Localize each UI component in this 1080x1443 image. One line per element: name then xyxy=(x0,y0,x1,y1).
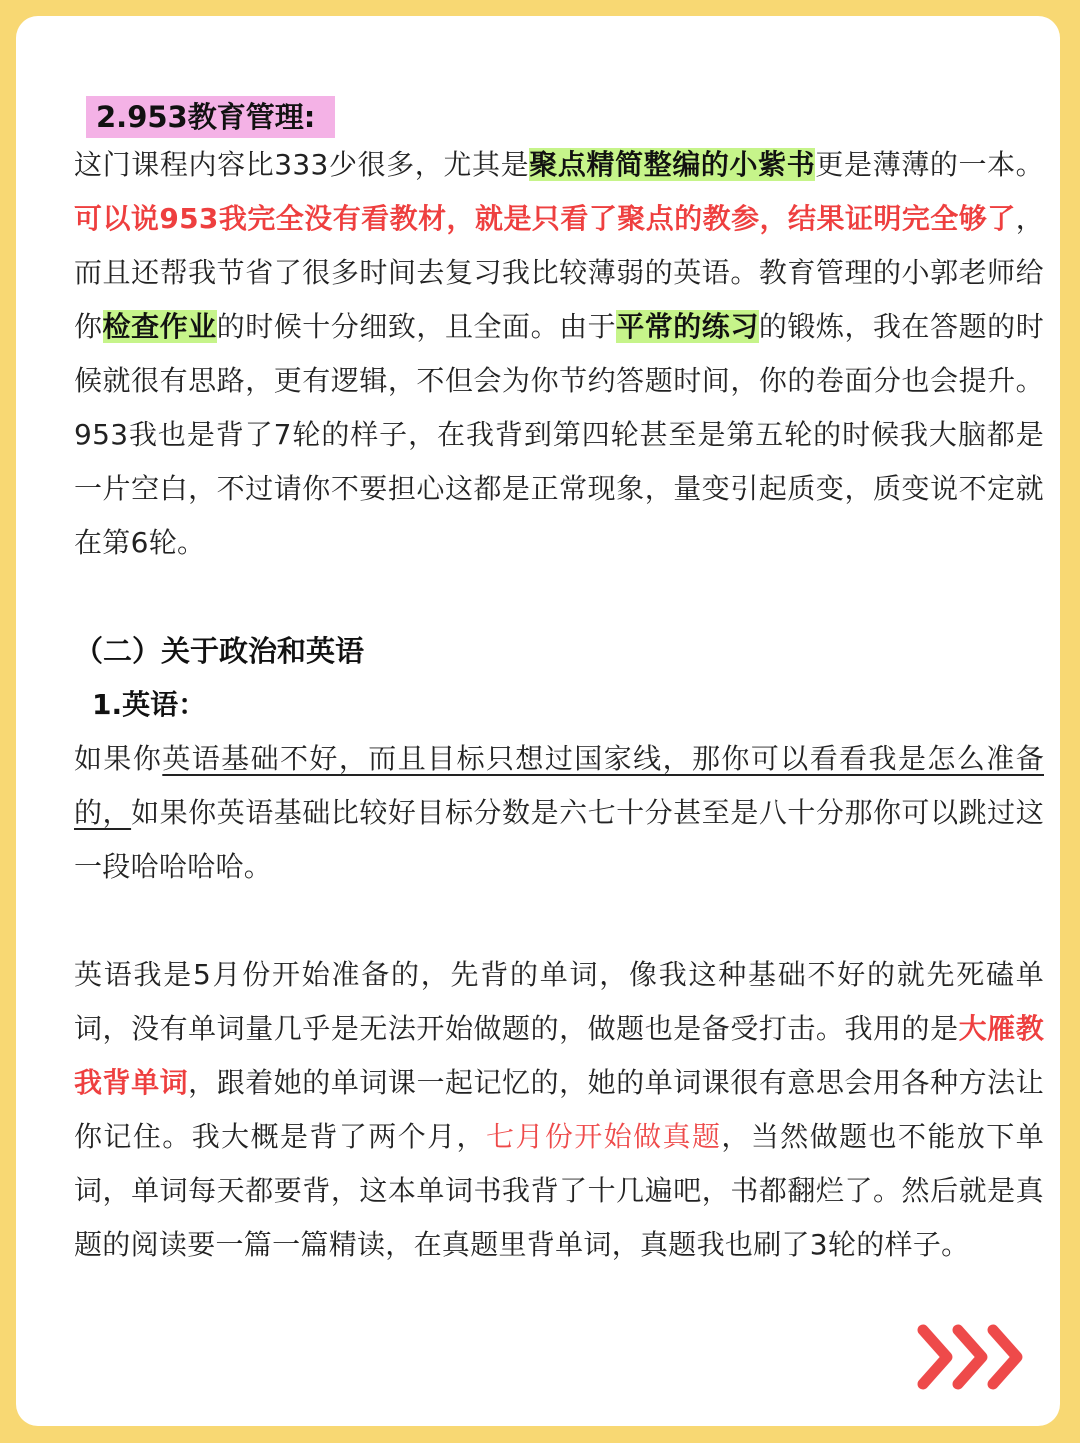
highlight-purple-book: 聚点精简整编的小紫书 xyxy=(529,148,816,181)
emphasis-red: 可以说953我完全没有看教材，就是只看了聚点的教参，结果证明完全够了 xyxy=(74,202,1016,235)
highlight-homework: 检查作业 xyxy=(102,310,217,343)
text: ，而且还帮我节省了很多时间去复习我比较薄弱的英语。教育管理的小郭老师给你 xyxy=(74,202,1044,343)
underlined-text: 英语基础不好，而且目标只想过国家线，那你可以看看我是怎么准备的， xyxy=(74,742,1044,829)
content-card xyxy=(16,16,1060,1426)
text: 的锻炼，我在答题的时候就很有思路，更有逻辑，不但会为你节约答题时间，你的卷面分也会提升。953我也是背了7轮的样子，在我背到第四轮甚至是第五轮的时候我大脑都是一片空白，不过请你不要担心这都是正常现象，量变引起质变，质变说不定就在第6轮。 xyxy=(74,310,1044,559)
chevrons-right-icon[interactable] xyxy=(915,1322,1030,1392)
subsection-title-english: 1.英语： xyxy=(92,688,207,721)
text: 的时候十分细致，且全面。由于 xyxy=(216,310,617,343)
highlight-practice: 平常的练习 xyxy=(616,310,759,343)
paragraph-english-plan xyxy=(74,948,1044,1272)
text: 如果你英语基础比较好目标分数是六七十分甚至是八十分那你可以跳过这一段哈哈哈哈。 xyxy=(74,796,1044,883)
text: 如果你 xyxy=(74,742,163,775)
section-heading-953: 2.953教育管理: xyxy=(86,96,335,138)
section-title-politics-english: （二）关于政治和英语 xyxy=(74,634,365,668)
text: 这门课程内容比333少很多，尤其是 xyxy=(74,148,530,181)
text: 英语我是5月份开始准备的，先背的单词，像我这种基础不好的就先死磕单词，没有单词量几乎是无法开始做题的，做题也是备受打击。我用的是 xyxy=(74,958,1044,1045)
text: ，当然做题也不能放下单词，单词每天都要背，这本单词书我背了十几遍吧，书都翻烂了。然后就是真题的阅读要一篇一篇精读，在真题里背单词，真题我也刷了3轮的样子。 xyxy=(74,1120,1044,1261)
emphasis-red-word-course: 大雁教我背单词 xyxy=(74,1012,1044,1099)
spacer xyxy=(74,894,1044,948)
emphasis-red-july: 七月份开始做真题 xyxy=(486,1120,722,1153)
text: 更是薄薄的一本。 xyxy=(815,148,1044,181)
paragraph-953 xyxy=(74,138,1044,570)
paragraph-english-intro xyxy=(74,732,1044,894)
article-body xyxy=(74,96,1044,1272)
text: ，跟着她的单词课一起记忆的，她的单词课很有意思会用各种方法让你记住。我大概是背了两个月， xyxy=(74,1066,1044,1153)
